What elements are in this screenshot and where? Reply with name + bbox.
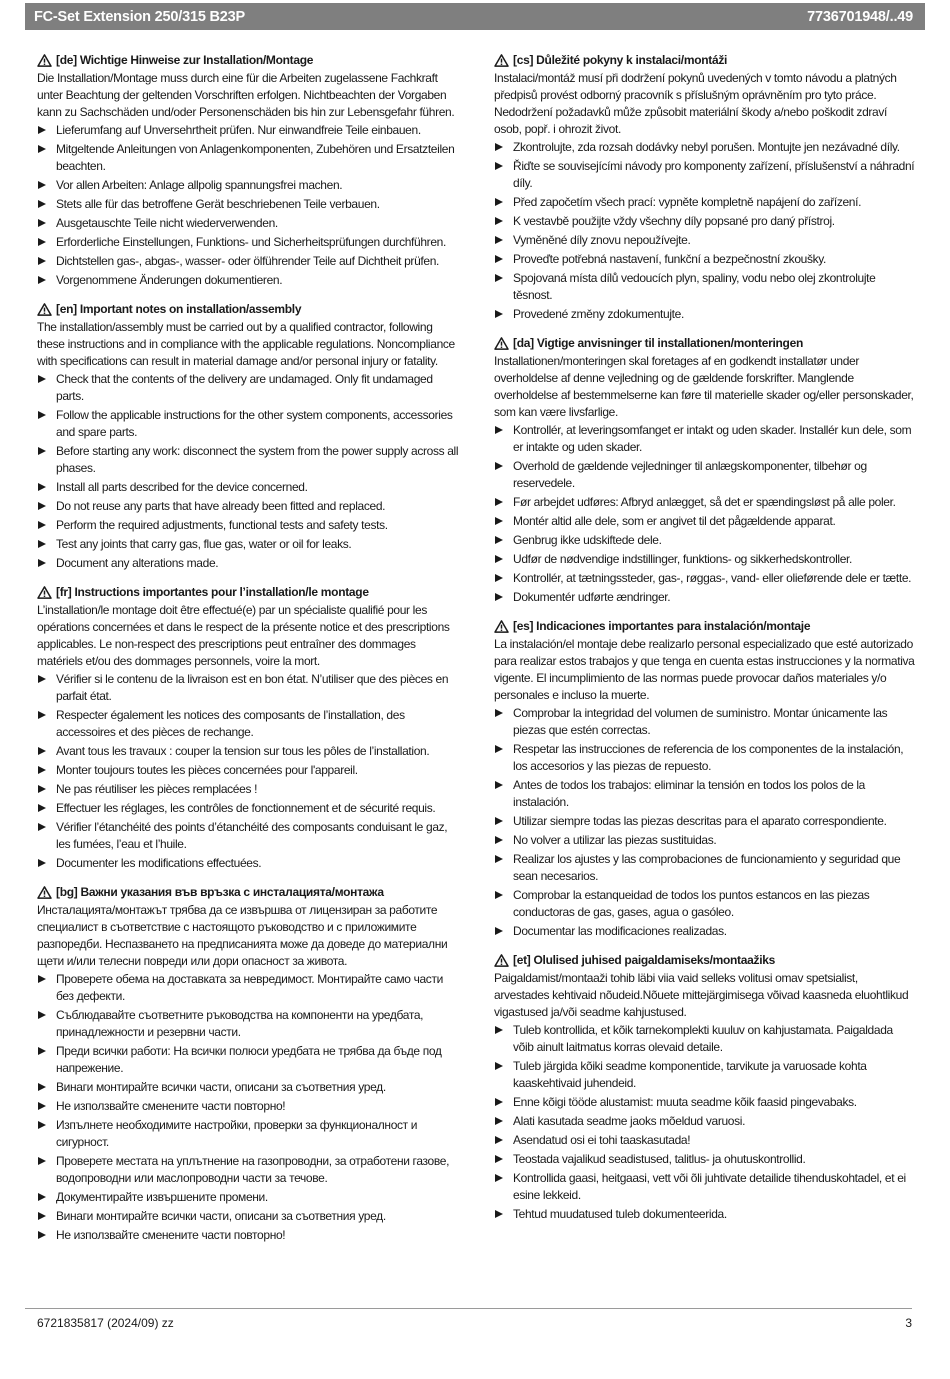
bullet-arrow-icon — [38, 747, 46, 755]
list-item: Udfør de nødvendige indstillinger, funktions- og sikkerhedskontroller. — [494, 551, 916, 568]
section-intro: The installation/assembly must be carried out by a qualified contractor, following these instructions and in compliance with the applicable regulations. Noncompliance with specifications can result in material damage and/or personal injury or fatality. — [37, 320, 455, 368]
list-item: Vérifier l’étanchéité des points d’étanchéité des composants conduisant le gaz, les fumées, l’eau et l’huile. — [37, 819, 459, 853]
bullet-arrow-icon — [38, 219, 46, 227]
section-title: [fr] Instructions importantes pour l’installation/le montage — [56, 585, 369, 599]
bullet-arrow-icon — [38, 823, 46, 831]
list-item: Perform the required adjustments, functional tests and safety tests. — [37, 517, 459, 534]
list-item: Tuleb kontrollida, et kõik tarnekomplekti kuuluv on kahjustamata. Paigaldada võib ainult laitmatus korras olevaid detaile. — [494, 1022, 916, 1056]
bullet-arrow-icon — [495, 927, 503, 935]
bullet-arrow-icon — [38, 1083, 46, 1091]
bullet-arrow-icon — [495, 1155, 503, 1163]
bullet-arrow-icon — [38, 483, 46, 491]
list-item: Stets alle für das betroffene Gerät beschriebenen Teile verbauen. — [37, 196, 459, 213]
warning-triangle-icon — [37, 54, 52, 67]
bullet-arrow-icon — [495, 217, 503, 225]
bullet-arrow-icon — [38, 1212, 46, 1220]
warning-triangle-icon — [37, 886, 52, 899]
list-item: Před započetím všech prací: vypněte kompletně napájení do zařízení. — [494, 194, 916, 211]
section-et — [494, 952, 916, 1223]
warning-triangle-icon — [37, 586, 52, 599]
header-title: FC-Set Extension 250/315 B23P — [34, 8, 245, 25]
bullet-arrow-icon — [38, 675, 46, 683]
bullet-arrow-icon — [495, 781, 503, 789]
list-item: Montér altid alle dele, som er angivet til det pågældende apparat. — [494, 513, 916, 530]
bullet-arrow-icon — [495, 1117, 503, 1125]
bullet-arrow-icon — [495, 143, 503, 151]
bullet-arrow-icon — [38, 1157, 46, 1165]
section-intro: Инсталацията/монтажът трябва да се извършва от лицензиран за работите специалист в съответствие с настоящото ръководство и с приложимите разпоредби. Неспазването на предписанията може да доведе до материални щети и/или телесни повреди или дори опасност за живота. — [37, 903, 448, 968]
section-intro: Installationen/monteringen skal foretages af en godkendt installatør under overholdelse af denne vejledning og de gældende forskrifter. Manglende overholdelse af bestemmelserne kan føre til materielle skader og/eller personskader, som kan være livsfarlige. — [494, 354, 914, 419]
bullet-arrow-icon — [38, 1102, 46, 1110]
list-item: Vor allen Arbeiten: Anlage allpolig spannungsfrei machen. — [37, 177, 459, 194]
section-heading — [37, 301, 459, 318]
left-column — [37, 52, 459, 1256]
list-item: No volver a utilizar las piezas sustituidas. — [494, 832, 916, 849]
list-item: Do not reuse any parts that have already been fitted and replaced. — [37, 498, 459, 515]
instruction-list — [37, 671, 459, 872]
bullet-arrow-icon — [38, 238, 46, 246]
section-intro: L’installation/le montage doit être effectué(e) par un spécialiste qualifié pour les opérations concernées et dans le respect de la présente notice et des prescriptions applicables. Le non-respect des prescriptions peut entraîner des dommages matériels et/ou des dommages personnels, voire la mort. — [37, 603, 450, 668]
instruction-list — [37, 371, 459, 572]
list-item: Respecter également les notices des composants de l’installation, des accessoires et des pièces de rechange. — [37, 707, 459, 741]
instruction-list — [37, 971, 459, 1244]
bullet-arrow-icon — [495, 498, 503, 506]
list-item: Ne pas réutiliser les pièces remplacées ! — [37, 781, 459, 798]
bullet-arrow-icon — [38, 559, 46, 567]
list-item: Vérifier si le contenu de la livraison est en bon état. N’utiliser que des pièces en parfait état. — [37, 671, 459, 705]
list-item: Enne kõigi tööde alustamist: muuta seadme kõik faasid pingevabaks. — [494, 1094, 916, 1111]
list-item: Винаги монтирайте всички части, описани за съответния уред. — [37, 1208, 459, 1225]
list-item: Kontrollér, at leveringsomfanget er intakt og uden skader. Installér kun dele, som er intakte og uden skader. — [494, 422, 916, 456]
list-item: K vestavbě použijte vždy všechny díly popsané pro daný přístroj. — [494, 213, 916, 230]
warning-triangle-icon — [494, 54, 509, 67]
bullet-arrow-icon — [495, 1136, 503, 1144]
list-item: Tehtud muudatused tuleb dokumenteerida. — [494, 1206, 916, 1223]
section-heading — [37, 884, 459, 901]
bullet-arrow-icon — [38, 540, 46, 548]
section-da — [494, 335, 916, 606]
section-en — [37, 301, 459, 572]
list-item: Check that the contents of the delivery are undamaged. Only fit undamaged parts. — [37, 371, 459, 405]
bullet-arrow-icon — [495, 198, 503, 206]
list-item: Før arbejdet udføres: Afbryd anlægget, så det er spændingsløst på alle poler. — [494, 494, 916, 511]
list-item: Follow the applicable instructions for the other system components, accessories and spare parts. — [37, 407, 459, 441]
footer-divider — [25, 1308, 912, 1309]
bullet-arrow-icon — [495, 162, 503, 170]
list-item: Respetar las instrucciones de referencia de los componentes de la instalación, los accesorios y las piezas de repuesto. — [494, 741, 916, 775]
section-bg — [37, 884, 459, 1244]
bullet-arrow-icon — [38, 257, 46, 265]
bullet-arrow-icon — [38, 766, 46, 774]
bullet-arrow-icon — [495, 236, 503, 244]
instruction-list — [494, 705, 916, 940]
header-doc-number: 7736701948/..49 — [807, 8, 913, 25]
list-item: Antes de todos los trabajos: eliminar la tensión en todos los polos de la instalación. — [494, 777, 916, 811]
section-title: [de] Wichtige Hinweise zur Installation/Montage — [56, 53, 314, 67]
list-item: Tuleb järgida kõiki seadme komponentide, tarvikute ja varuosade kohta kaaskehtivaid juhendeid. — [494, 1058, 916, 1092]
list-item: Realizar los ajustes y las comprobaciones de funcionamiento y seguridad que sean necesarios. — [494, 851, 916, 885]
list-item: Не използвайте сменените части повторно! — [37, 1227, 459, 1244]
bullet-arrow-icon — [38, 1231, 46, 1239]
bullet-arrow-icon — [38, 447, 46, 455]
list-item: Dokumentér udførte ændringer. — [494, 589, 916, 606]
bullet-arrow-icon — [38, 785, 46, 793]
list-item: Teostada vajalikud seadistused, talitlus- ja ohutuskontrollid. — [494, 1151, 916, 1168]
bullet-arrow-icon — [495, 709, 503, 717]
list-item: Monter toujours toutes les pièces concernées pour l'appareil. — [37, 762, 459, 779]
bullet-arrow-icon — [38, 1121, 46, 1129]
bullet-arrow-icon — [495, 517, 503, 525]
bullet-arrow-icon — [495, 891, 503, 899]
list-item: Vyměněné díly znovu nepoužívejte. — [494, 232, 916, 249]
warning-triangle-icon — [37, 303, 52, 316]
section-heading — [494, 618, 916, 635]
bullet-arrow-icon — [38, 181, 46, 189]
list-item: Kontrollida gaasi, heitgaasi, vett või õli juhtivate detailide tihenduskohtadel, et ei esine lekkeid. — [494, 1170, 916, 1204]
bullet-arrow-icon — [38, 521, 46, 529]
list-item: Comprobar la estanqueidad de todos los puntos estancos en las piezas conductoras de gas, gases, agua o gasóleo. — [494, 887, 916, 921]
list-item: Řiďte se souvisejícími návody pro komponenty zařízení, příslušenství a náhradní díly. — [494, 158, 916, 192]
section-heading — [37, 584, 459, 601]
bullet-arrow-icon — [495, 855, 503, 863]
bullet-arrow-icon — [495, 1174, 503, 1182]
list-item: Spojovaná místa dílů vedoucích plyn, spaliny, vodu nebo olej zkontrolujte těsnost. — [494, 270, 916, 304]
bullet-arrow-icon — [38, 859, 46, 867]
instruction-list — [494, 139, 916, 323]
footer-page-number: 3 — [905, 1316, 912, 1330]
bullet-arrow-icon — [38, 276, 46, 284]
list-item: Kontrollér, at tætningssteder, gas-, røggas-, vand- eller olieførende dele er tætte. — [494, 570, 916, 587]
bullet-arrow-icon — [495, 817, 503, 825]
bullet-arrow-icon — [495, 574, 503, 582]
list-item: Genbrug ikke udskiftede dele. — [494, 532, 916, 549]
section-es — [494, 618, 916, 940]
list-item: Overhold de gældende vejledninger til anlægskomponenter, tilbehør og reservedele. — [494, 458, 916, 492]
section-title: [et] Olulised juhised paigaldamiseks/montaažiks — [513, 953, 775, 967]
list-item: Винаги монтирайте всички части, описани за съответния уред. — [37, 1079, 459, 1096]
section-intro: Paigaldamist/montaaži tohib läbi viia vaid selleks volitusi omav spetsialist, arvestades kehtivaid nõudeid.Nõuete mittejärgimisega võivad kaasneda eluohtlikud vigastused ja/või seadme kahjustused. — [494, 971, 909, 1019]
list-item: Dichtstellen gas-, abgas-, wasser- oder ölführender Teile auf Dichtheit prüfen. — [37, 253, 459, 270]
section-heading — [494, 952, 916, 969]
list-item: Документирайте извършените промени. — [37, 1189, 459, 1206]
list-item: Ausgetauschte Teile nicht wiederverwenden. — [37, 215, 459, 232]
bullet-arrow-icon — [38, 804, 46, 812]
list-item: Asendatud osi ei tohi taaskasutada! — [494, 1132, 916, 1149]
bullet-arrow-icon — [495, 555, 503, 563]
section-de — [37, 52, 459, 289]
list-item: Document any alterations made. — [37, 555, 459, 572]
list-item: Преди всички работи: На всички полюси уредбата не трябва да бъде под напрежение. — [37, 1043, 459, 1077]
bullet-arrow-icon — [495, 310, 503, 318]
list-item: Lieferumfang auf Unversehrtheit prüfen. Nur einwandfreie Teile einbauen. — [37, 122, 459, 139]
bullet-arrow-icon — [495, 1062, 503, 1070]
right-column — [494, 52, 916, 1235]
list-item: Изпълнете необходимите настройки, проверки за функционалност и сигурност. — [37, 1117, 459, 1151]
bullet-arrow-icon — [38, 411, 46, 419]
section-heading — [494, 335, 916, 352]
bullet-arrow-icon — [38, 1047, 46, 1055]
list-item: Проверете обема на доставката за невредимост. Монтирайте само части без дефекти. — [37, 971, 459, 1005]
section-intro: La instalación/el montaje debe realizarlo personal especializado que esté autorizado para realizar estos trabajos y que tenga en cuenta estas instrucciones y la normativa vigente. El incumplimiento de las normas puede provocar daños materiales y/o personales e incluso la muerte. — [494, 637, 915, 702]
bullet-arrow-icon — [38, 1011, 46, 1019]
list-item: Proveďte potřebná nastavení, funkční a bezpečnostní zkoušky. — [494, 251, 916, 268]
section-title: [en] Important notes on installation/assembly — [56, 302, 302, 316]
bullet-arrow-icon — [38, 126, 46, 134]
list-item: Съблюдавайте съответните ръководства на компоненти на уредбата, принадлежности и резервни части. — [37, 1007, 459, 1041]
bullet-arrow-icon — [495, 1026, 503, 1034]
section-cs — [494, 52, 916, 323]
bullet-arrow-icon — [38, 375, 46, 383]
bullet-arrow-icon — [495, 274, 503, 282]
bullet-arrow-icon — [495, 426, 503, 434]
section-intro: Instalaci/montáž musí při dodržení pokynů uvedených v tomto návodu a platných předpisů provést odborný pracovník s příslušným oprávněním pro tyto práce. Nedodržení požadavků může způsobit materiální škody a/nebo poškodit zdraví osob, popř. i ohrozit život. — [494, 71, 897, 136]
list-item: Test any joints that carry gas, flue gas, water or oil for leaks. — [37, 536, 459, 553]
section-fr — [37, 584, 459, 872]
list-item: Effectuer les réglages, les contrôles de fonctionnement et de sécurité requis. — [37, 800, 459, 817]
list-item: Provedené změny zdokumentujte. — [494, 306, 916, 323]
section-title: [es] Indicaciones importantes para instalación/montaje — [513, 619, 811, 633]
instruction-list — [37, 122, 459, 289]
bullet-arrow-icon — [495, 536, 503, 544]
warning-triangle-icon — [494, 620, 509, 633]
list-item: Проверете местата на уплътнение на газопроводни, за отработени газове, водопроводни или маслопроводни части за течове. — [37, 1153, 459, 1187]
footer-doc-code: 6721835817 (2024/09) zz — [37, 1316, 174, 1330]
instruction-list — [494, 1022, 916, 1223]
list-item: Erforderliche Einstellungen, Funktions- und Sicherheitsprüfungen durchführen. — [37, 234, 459, 251]
bullet-arrow-icon — [495, 745, 503, 753]
bullet-arrow-icon — [495, 1098, 503, 1106]
bullet-arrow-icon — [38, 145, 46, 153]
list-item: Documentar las modificaciones realizadas. — [494, 923, 916, 940]
section-intro: Die Installation/Montage muss durch eine für die Arbeiten zugelassene Fachkraft unter Beachtung der geltenden Vorschriften erfolgen. Nichtbeachten der Vorgaben kann zu Sachschäden und/oder Personenschäden bis hin zur Lebensgefahr führen. — [37, 71, 455, 119]
list-item: Install all parts described for the device concerned. — [37, 479, 459, 496]
bullet-arrow-icon — [495, 1210, 503, 1218]
section-heading — [37, 52, 459, 69]
list-item: Before starting any work: disconnect the system from the power supply across all phases. — [37, 443, 459, 477]
section-title: [bg] Важни указания във връзка с инсталацията/монтажа — [56, 885, 384, 899]
bullet-arrow-icon — [495, 836, 503, 844]
list-item: Alati kasutada seadme jaoks mõeldud varuosi. — [494, 1113, 916, 1130]
list-item: Mitgeltende Anleitungen von Anlagenkomponenten, Zubehören und Ersatzteilen beachten. — [37, 141, 459, 175]
bullet-arrow-icon — [38, 975, 46, 983]
bullet-arrow-icon — [38, 200, 46, 208]
list-item: Utilizar siempre todas las piezas descritas para el aparato correspondiente. — [494, 813, 916, 830]
section-title: [da] Vigtige anvisninger til installationen/monteringen — [513, 336, 803, 350]
section-heading — [494, 52, 916, 69]
section-title: [cs] Důležité pokyny k instalaci/montáži — [513, 53, 728, 67]
list-item: Vorgenommene Änderungen dokumentieren. — [37, 272, 459, 289]
list-item: Zkontrolujte, zda rozsah dodávky nebyl porušen. Montujte jen nezávadné díly. — [494, 139, 916, 156]
list-item: Documenter les modifications effectuées. — [37, 855, 459, 872]
warning-triangle-icon — [494, 337, 509, 350]
list-item: Не използвайте сменените части повторно! — [37, 1098, 459, 1115]
bullet-arrow-icon — [38, 1193, 46, 1201]
bullet-arrow-icon — [38, 502, 46, 510]
bullet-arrow-icon — [38, 711, 46, 719]
bullet-arrow-icon — [495, 255, 503, 263]
warning-triangle-icon — [494, 954, 509, 967]
bullet-arrow-icon — [495, 593, 503, 601]
list-item: Comprobar la integridad del volumen de suministro. Montar únicamente las piezas que estén correctas. — [494, 705, 916, 739]
bullet-arrow-icon — [495, 462, 503, 470]
list-item: Avant tous les travaux : couper la tension sur tous les pôles de l’installation. — [37, 743, 459, 760]
page-header — [25, 3, 925, 30]
instruction-list — [494, 422, 916, 606]
